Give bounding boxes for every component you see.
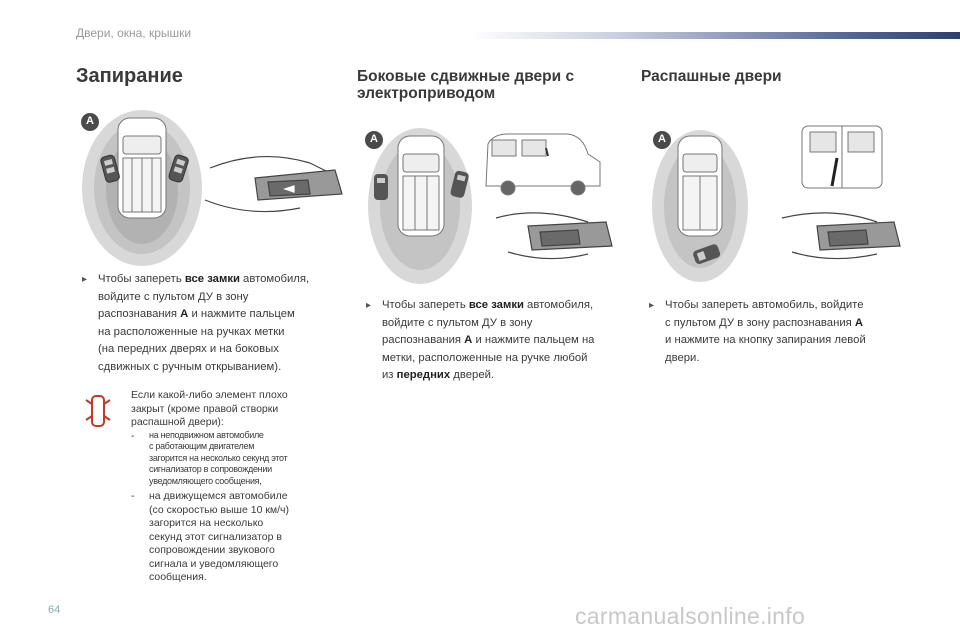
van-top-view (398, 136, 444, 236)
section-title-locking: Запирание (76, 65, 183, 87)
illustration-locking (80, 108, 350, 268)
page-number: 64 (48, 604, 61, 616)
door-handle-hand (496, 213, 612, 259)
zone-label-a-2: A (364, 130, 384, 155)
door-open-warning-icon (84, 392, 112, 432)
section-title-hinged-doors: Распашные двери (641, 68, 782, 85)
note-item-moving: - на движущемся автомобиле (со скоростью выше 10 км/ч) загорится на несколько секунд этот сигнализатор в сопровождении звукового сигнала и уведомляющего сообщения. (131, 490, 290, 583)
bullet-icon: ▸ (82, 274, 88, 285)
van-side-view (486, 134, 600, 195)
section-title-sliding-doors: Боковые сдвижные двери с электроприводом (357, 68, 575, 102)
bullet-icon: ▸ (366, 300, 372, 311)
door-handle-hand (205, 157, 342, 212)
zone-label-a-3: A (652, 130, 672, 155)
bullet-icon: ▸ (649, 300, 655, 311)
van-rear-view (802, 126, 882, 188)
locking-instruction: ▸ Чтобы запереть все замки автомобиля, войдите с пультом ДУ в зону распознавания A и нажмите пальцем на расположенные на ручках метки (на передних дверях и на боковых сдвижных с ручным открыванием). (82, 273, 310, 373)
van-top-view (118, 118, 166, 218)
door-handle-hand (782, 213, 900, 259)
running-header: Двери, окна, крышки (76, 26, 192, 40)
sliding-doors-instruction: ▸ Чтобы запереть все замки автомобиля, войдите с пультом ДУ в зону распознавания A и нажмите пальцем на метки, расположенные на ручке любой из передних дверей. (366, 299, 595, 381)
illustration-sliding (368, 126, 618, 286)
header-gradient-bar (470, 32, 960, 39)
warning-note: Если какой-либо элемент плохо закрыт (кроме правой створки распашной двери): - на неподвижном автомобиле с работающим двигателем загорится на несколько секунд этот сигнализатор в сопровождении уведомляющего сообщения, - на движущемся автомобиле (со скоростью выше 10 км/ч) загорится на несколько секунд этот сигнализатор в сопровождении звукового сигнала и уведомляющего сообщения. (131, 389, 346, 585)
note-item-stationary: - на неподвижном автомобиле с работающим двигателем загорится на несколько секунд этот сигнализатор в сопровождении уведомляющего сообщения, (131, 429, 288, 486)
zone-label-a-1: A (80, 112, 100, 137)
watermark: carmanualsonline.info (575, 603, 806, 629)
illustration-hinged (652, 126, 914, 286)
van-top-view (678, 136, 722, 236)
hinged-doors-instruction: ▸ Чтобы запереть автомобиль, войдите с пультом ДУ в зону распознавания A и нажмите на кнопку запирания левой двери. (649, 299, 866, 364)
remote-key-left (374, 174, 388, 200)
